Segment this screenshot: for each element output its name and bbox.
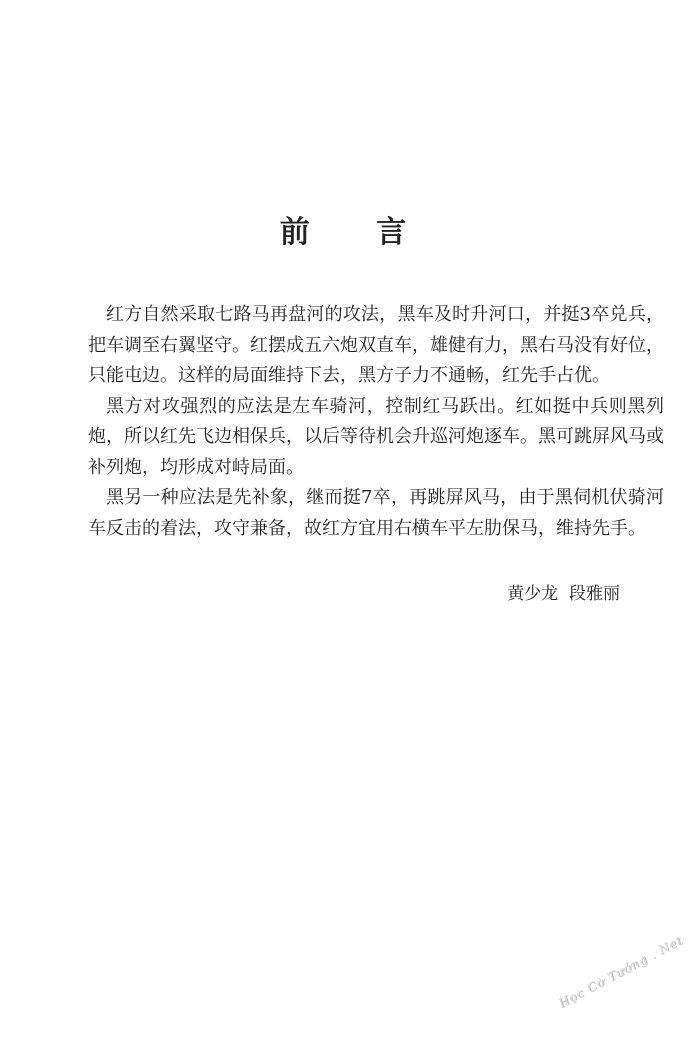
author-signature: 黄少龙 段雅丽 [507,584,620,604]
watermark: Học Cờ Tướng . Net [556,932,686,1011]
paragraph-1: 红方自然采取七路马再盘河的攻法，黑车及时升河口，并挺3卒兑兵，把车调至右翼坚守。红摆成五六炮双直车，雄健有力，黑右马没有好位，只能屯边。这样的局面维持下去，黑方子力不通畅，红先手占优。 [88,304,664,386]
paragraph-3: 黑另一种应法是先补象，继而挺7卒，再跳屏风马，由于黑伺机伏骑河车反击的着法，攻守兼备，故红方宜用右横车平左肋保马，维持先手。 [88,487,664,539]
paragraph-2: 黑方对攻强烈的应法是左车骑河，控制红马跃出。红如挺中兵则黑列炮，所以红先飞边相保兵，以后等待机会升巡河炮逐车。黑可跳屏风马或补列炮，均形成对峙局面。 [88,395,664,478]
page-title: 前 言 [279,215,435,250]
preface-body [88,300,664,544]
